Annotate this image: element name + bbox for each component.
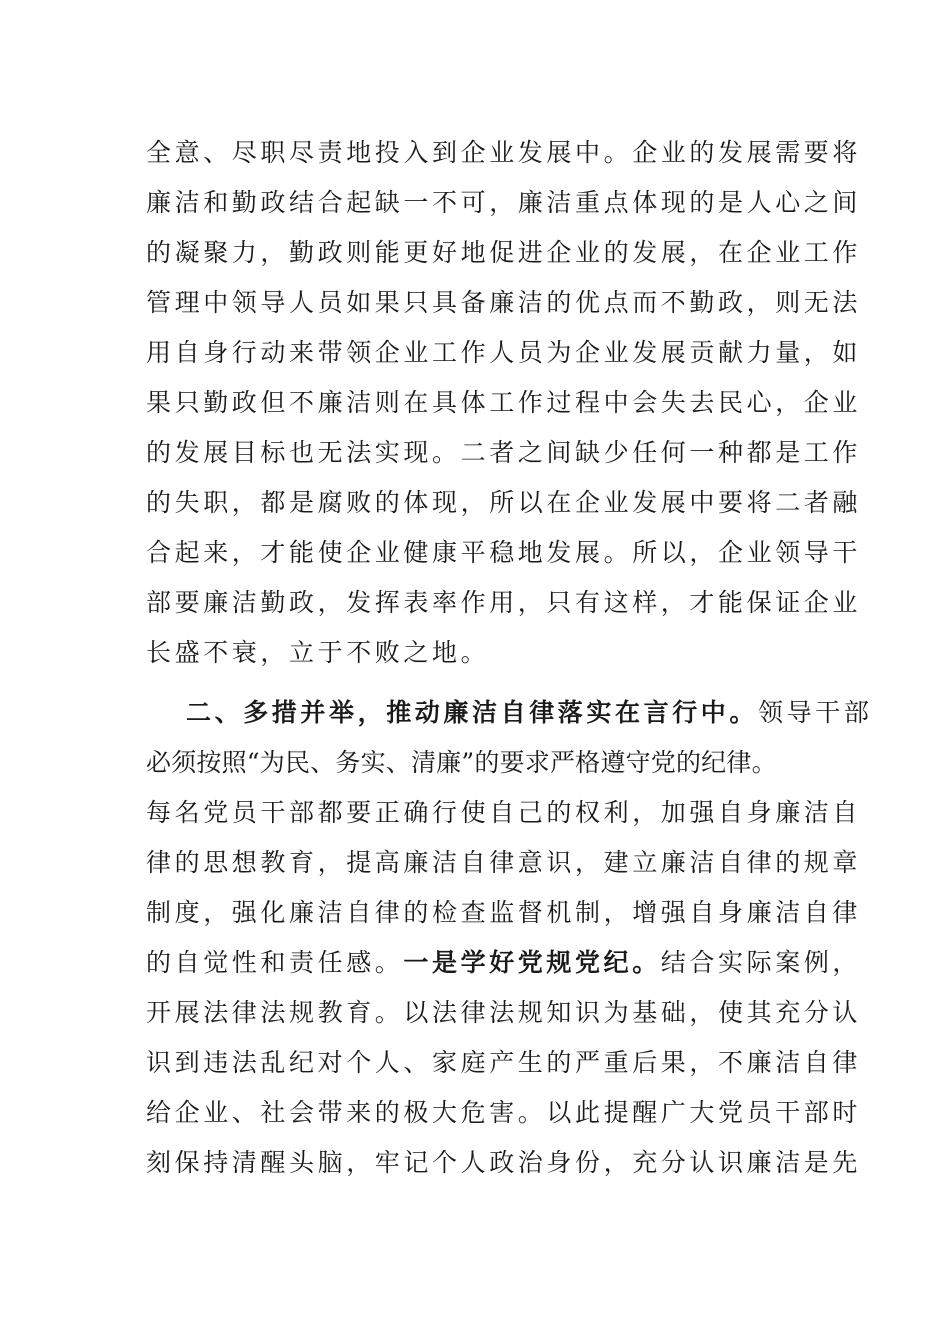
- paragraph-2-line-6-start: 的自觉性和责任感。: [146, 948, 404, 977]
- paragraph-1-line-1: 全意、尽职尽责地投入到企业发展中。企业的发展需要将: [146, 138, 862, 167]
- paragraph-1-line-2: 廉洁和勤政结合起缺一不可，廉洁重点体现的是人心之间: [146, 188, 862, 217]
- section-heading: 二、多措并举，推动廉洁自律落实在言行中。: [186, 698, 759, 727]
- paragraph-1-line-9: 合起来，才能使企业健康平稳地发展。所以，企业领导干: [146, 538, 862, 567]
- paragraph-2-line-2: 必须按照“为民、务实、清廉”的要求严格遵守党的纪律。: [146, 748, 777, 777]
- paragraph-2-line-4: 律的思想教育，提高廉洁自律意识，建立廉洁自律的规章: [146, 848, 862, 877]
- paragraph-1-line-3: 的凝聚力，勤政则能更好地促进企业的发展，在企业工作: [146, 238, 862, 267]
- paragraph-2-line-1: [146, 688, 873, 738]
- paragraph-2-line-6-end: 结合实际案例，: [660, 948, 862, 977]
- paragraph-1-line-11: 长盛不衰，立于不败之地。: [146, 638, 490, 667]
- paragraph-1-line-10: 部要廉洁勤政，发挥表率作用，只有这样，才能保证企业: [146, 588, 862, 617]
- paragraph-1-line-5: 用自身行动来带领企业工作人员为企业发展贡献力量，如: [146, 338, 862, 367]
- paragraph-gap: [146, 678, 806, 688]
- body-text: [146, 128, 873, 1188]
- paragraph-2-line-10: 刻保持清醒头脑，牢记个人政治身份，充分认识廉洁是先: [146, 1148, 862, 1177]
- paragraph-1-line-4: 管理中领导人员如果只具备廉洁的优点而不勤政，则无法: [146, 288, 862, 317]
- subheading-one: 一是学好党规党纪。: [403, 948, 661, 977]
- paragraph-2-line-5: 制度，强化廉洁自律的检查监督机制，增强自身廉洁自律: [146, 898, 862, 927]
- paragraph-2-line-7: 开展法律法规教育。以法律法规知识为基础，使其充分认: [146, 998, 862, 1027]
- paragraph-2-line-9: 给企业、社会带来的极大危害。以此提醒广大党员干部时: [146, 1098, 862, 1127]
- paragraph-2-line-1-rest: 领导干部: [758, 698, 873, 727]
- paragraph-1-line-6: 果只勤政但不廉洁则在具体工作过程中会失去民心，企业: [146, 388, 862, 417]
- paragraph-1-line-7: 的发展目标也无法实现。二者之间缺少任何一种都是工作: [146, 438, 862, 467]
- paragraph-2-line-3: 每名党员干部都要正确行使自己的权利，加强自身廉洁自: [146, 798, 862, 827]
- paragraph-1-line-8: 的失职，都是腐败的体现，所以在企业发展中要将二者融: [146, 488, 862, 517]
- paragraph-2-line-6: [146, 938, 862, 988]
- paragraph-2-line-8: 识到违法乱纪对个人、家庭产生的严重后果，不廉洁自律: [146, 1048, 862, 1077]
